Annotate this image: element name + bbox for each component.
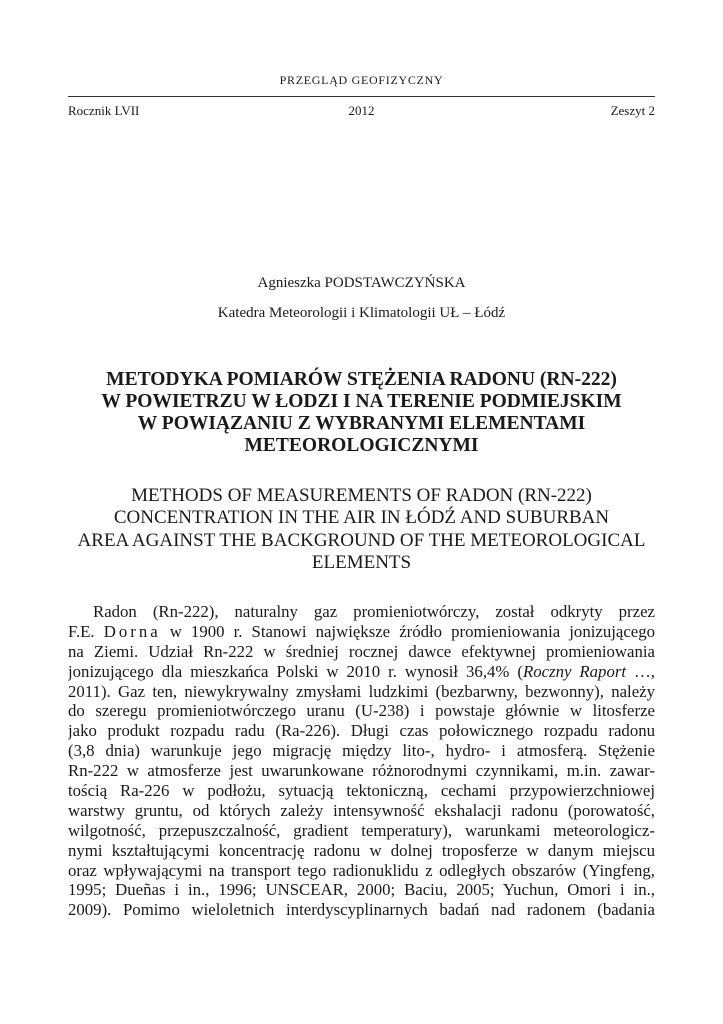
author-affiliation: Katedra Meteorologii i Klimatologii UŁ – Łódź	[217, 305, 506, 321]
body-line	[68, 841, 655, 861]
title-line: METEOROLOGICZNYMI	[244, 435, 479, 456]
text-segment: 2011). Gaz ten, niewykrywalny zmysłami ludzkimi (bezbarwny, bezwonny), należy	[68, 681, 655, 701]
body-line	[68, 721, 655, 741]
body-line	[68, 861, 655, 881]
text-segment: tością Ra-226 w podłożu, sytuacją tektoniczną, cechami przypowierzchniowej	[68, 781, 655, 801]
text-segment: warstwy gruntu, od których zależy intensywność ekshalacji radonu (porowatość,	[68, 800, 655, 820]
body-line	[68, 821, 655, 841]
body-line	[68, 682, 655, 702]
spaced-author-name: Dorna	[103, 621, 161, 641]
title-line: ELEMENTS	[311, 552, 412, 574]
body-line	[68, 761, 655, 781]
body-paragraph	[68, 602, 655, 920]
body-line	[68, 781, 655, 801]
journal-title: PRZEGLĄD GEOFIZYCZNY	[279, 73, 444, 87]
title-line: CONCENTRATION IN THE AIR IN ŁÓDŹ AND SUBURBAN	[113, 507, 610, 529]
text-segment: F.E.	[68, 621, 104, 641]
text-segment: w 1900 r. Stanowi największe źródło promieniowania jonizującego	[160, 621, 655, 641]
body-line	[68, 880, 655, 900]
text-segment: oraz wpływającymi na transport tego radionuklidu z odległych obszarów (Yingfeng,	[68, 860, 655, 880]
text-segment: wilgotność, przepuszczalność, gradient temperatury), warunkami meteorologicz-	[68, 820, 655, 840]
author-name: Agnieszka PODSTAWCZYŃSKA	[257, 275, 466, 291]
body-line	[68, 741, 655, 761]
title-line: W POWIĄZANIU Z WYBRANYMI ELEMENTAMI	[137, 413, 586, 434]
text-segment: Radon (Rn-222), naturalny gaz promieniotwórczy, został odkryty przez	[93, 602, 655, 621]
body-line	[68, 801, 655, 821]
volume-label: Rocznik LVII	[68, 103, 140, 118]
title-english	[20, 485, 703, 575]
text-segment: Rn-222 w atmosferze jest uwarunkowane różnorodnymi czynnikami, m.in. zawar-	[68, 761, 655, 781]
body-line	[68, 642, 655, 662]
title-polish	[40, 369, 683, 457]
body-line	[68, 622, 655, 642]
issue-label: Zeszyt 2	[610, 103, 655, 118]
title-line: W POWIETRZU W ŁODZI I NA TERENIE PODMIEJSKIM	[101, 391, 622, 412]
italic-citation: Roczny Raport	[522, 661, 627, 681]
header-rule	[68, 96, 655, 97]
text-segment: 1995; Dueñas i in., 1996; UNSCEAR, 2000; Baciu, 2005; Yuchun, Omori i in.,	[68, 880, 655, 900]
title-line: METODYKA POMIARÓW STĘŻENIA RADONU (RN-222)	[106, 369, 617, 390]
body-line	[68, 701, 655, 721]
title-line: AREA AGAINST THE BACKGROUND OF THE METEOROLOGICAL	[77, 529, 646, 551]
text-segment: (3,8 dnia) warunkuje jego migrację między lito-, hydro- i atmosferą. Stężenie	[68, 741, 655, 761]
text-segment: do szeregu promieniotwórczego uranu (U-238) i powstaje głównie w litosferze	[68, 701, 655, 721]
text-segment: 2009). Pomimo wieloletnich interdyscyplinarnych badań nad radonem (badania	[68, 900, 655, 920]
title-line: METHODS OF MEASUREMENTS OF RADON (RN-222)	[131, 485, 592, 506]
text-segment: jako produkt rozpadu radu (Ra-226). Długi czas połowicznego rozpadu radonu	[68, 721, 655, 741]
year-label: 2012	[348, 103, 375, 118]
body-line	[68, 662, 655, 682]
text-segment: na Ziemi. Udział Rn-222 w średniej rocznej dawce efektywnej promieniowania	[68, 641, 655, 661]
text-segment: jonizującego dla mieszkańca Polski w 2010 r. wynosił 36,4% (	[68, 661, 523, 681]
body-line	[68, 900, 655, 920]
text-segment: …,	[626, 661, 655, 681]
text-segment: nymi kształtującymi koncentrację radonu w dolnej troposferze w danym miejscu	[68, 840, 655, 860]
issue-info	[68, 103, 655, 119]
body-line	[68, 602, 655, 622]
